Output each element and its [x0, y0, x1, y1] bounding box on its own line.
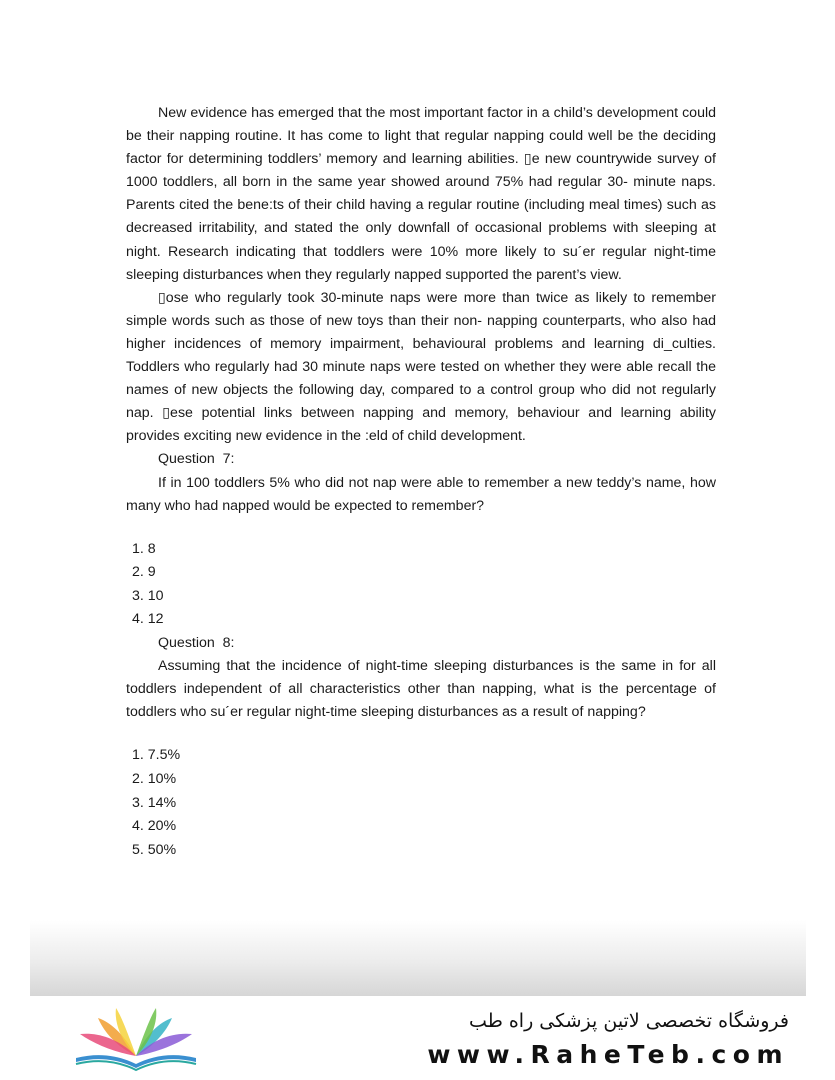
question-8-options — [126, 744, 716, 862]
website-url: www.RaheTeb.com — [427, 1040, 789, 1069]
question-8-label: Question 8: — [158, 635, 235, 652]
question-8-option: 2. 10% — [132, 771, 177, 788]
question-7-options — [126, 538, 716, 632]
question-7-option: 2. 9 — [132, 564, 156, 581]
document-body — [126, 102, 716, 862]
open-book-logo-icon — [70, 1004, 202, 1074]
brand-name-persian: فروشگاه تخصصی لاتین پزشکی راه طب — [469, 1010, 789, 1032]
question-8-option: 1. 7.5% — [132, 747, 181, 764]
question-8-option: 3. 14% — [132, 794, 177, 811]
question-7-text: If in 100 toddlers 5% who did not nap were able to remember a new teddy’s name, how many who had napped would be expected to remember? — [126, 474, 716, 514]
question-7-label: Question 7: — [158, 451, 235, 468]
question-8-option: 5. 50% — [132, 841, 177, 858]
footer-banner — [0, 996, 835, 1080]
spacer — [126, 518, 716, 538]
question-7-option: 1. 8 — [132, 540, 156, 557]
question-8-text: Assuming that the incidence of night-time sleeping disturbances is the same in for all toddlers independent of all characteristics other than napping, what is the percentage of toddlers who su´er regular night-time sleeping disturbances as a result of napping? — [126, 658, 716, 721]
question-8-option: 4. 20% — [132, 818, 177, 835]
spacer — [126, 724, 716, 744]
question-7-option: 4. 12 — [132, 611, 164, 628]
question-7-option: 3. 10 — [132, 587, 164, 604]
page-bottom-shadow — [30, 920, 806, 996]
passage-paragraph-1: New evidence has emerged that the most important factor in a child’s development could be their napping routine. It has come to light that regular napping could well be the deciding factor for determining toddlers’ memory and learning abilities. ▯e new countrywide survey of 1000 toddlers, all born in the same year showed around 75% had regular 30- minute naps. Parents cited the bene:ts of their child having a regular routine (including meal times) such as decreased irritability, and stated the only downfall of occasional problems with sleeping at night. Research indicating that toddlers were 10% more likely to su´er regular night-time sleeping disturbances when they regularly napped supported the parent’s view. — [126, 105, 716, 283]
passage-paragraph-2: ▯ose who regularly took 30-minute naps were more than twice as likely to remember simple words such as those of new toys than their non- napping counterparts, who also had higher incidences of memory impairment, behavioural problems and learning di_culties. Toddlers who regularly had 30 minute naps were tested on whether they were able recall the names of new objects the following day, compared to a control group who did not regularly nap. ▯ese potential links between napping and memory, behaviour and learning ability provides exciting new evidence in the :eld of child development. — [126, 289, 716, 445]
